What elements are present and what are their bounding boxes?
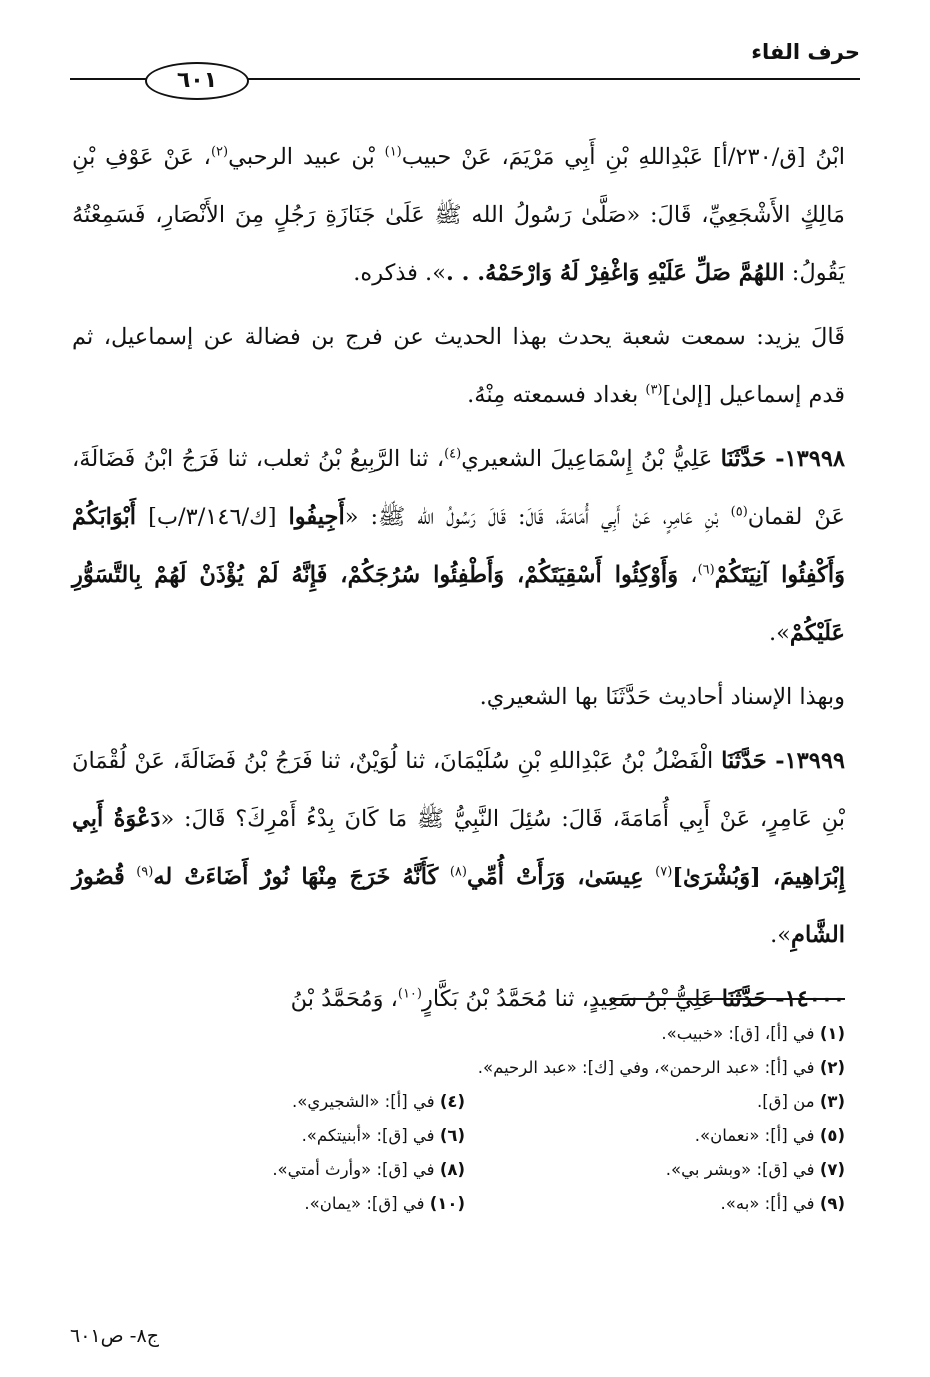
hadith-number: ١٣٩٩٨- — [766, 446, 846, 472]
paragraph — [72, 430, 845, 662]
footnote — [465, 1126, 845, 1145]
footnote — [465, 1092, 845, 1111]
prophetic-text: أَبْوَابَكُمْ وَأَكْفِئُوا آنِيَتَكُمْ — [72, 504, 845, 588]
text-segment — [438, 864, 449, 890]
text-segment: ، — [678, 562, 698, 588]
footnote-reference: (٧) — [655, 864, 673, 880]
text-segment: عَلِيُّ بْنُ إِسْمَاعِيلَ الشعيري — [461, 446, 721, 472]
footnote-reference: (٥) — [730, 504, 748, 520]
footnote — [85, 1126, 465, 1145]
text-segment: بْنِ عَامِرٍ، عَنْ أَبِي أُمَامَةَ، قَالَ: قَالَ رَسُولُ الله ﷺ: « — [344, 504, 731, 530]
footnotes — [100, 1016, 845, 1220]
prophetic-text: عِيسَىٰ، وَرَأَتْ أُمِّي — [466, 864, 644, 890]
footnote-row — [100, 1084, 845, 1118]
footnote — [85, 1160, 465, 1179]
prophetic-text: دَعْوَةُ أَبِي إِبْرَاهِيمَ، [وَبُشْرَىٰ] — [72, 806, 845, 890]
prophetic-text: أَجِيفُوا — [288, 504, 345, 530]
footnote-text: في [ق]: «يمان». — [304, 1193, 425, 1213]
footnote-text: في [ق]: «وبشر بي». — [665, 1159, 815, 1179]
text-segment: ». — [769, 620, 790, 646]
footnote-row — [100, 1016, 845, 1050]
footnote-reference: (٦) — [697, 562, 715, 578]
chapter-title: حرف الفاء — [751, 40, 860, 64]
text-segment: [ك/٣/١٤٦/ب] — [136, 504, 289, 530]
footnote-text: في [أ]، [ق]: «خبيب». — [661, 1023, 815, 1043]
footnote-number: (٣) — [819, 1091, 845, 1111]
text-segment — [125, 864, 136, 890]
footnote-text: من [ق]. — [757, 1091, 815, 1111]
footnote-text: في [أ]: «الشجيري». — [292, 1091, 435, 1111]
footnote-row — [100, 1118, 845, 1152]
footnote-divider — [613, 998, 845, 1000]
footnote-number: (٥) — [819, 1125, 845, 1145]
text-segment: ابْنُ [ق/٢٣٠/أ] عَبْدِاللهِ بْنِ أَبِي مَرْيَمَ، عَنْ حبيب — [401, 144, 845, 170]
footnote-number: (١٠) — [429, 1193, 465, 1213]
volume-page-reference: ج٨- ص٦٠١ — [70, 1325, 159, 1347]
prophetic-text: وَأَوْكِئُوا أَسْقِيَتَكُمْ، وَأَطْفِئُوا سُرُجَكُمْ، فَإِنَّهُ لَمْ يُؤْذَنْ لَهُمْ بِالتَّسَوُّرِ عَلَيْكُمْ — [72, 562, 845, 646]
footnote — [85, 1194, 465, 1213]
footnote — [100, 1058, 845, 1077]
narration-word: حَدَّثَنَا — [720, 446, 767, 472]
footnote-reference: (١٠) — [397, 986, 422, 1002]
footnote — [465, 1160, 845, 1179]
prophetic-text: كَأَنَّهُ خَرَجَ مِنْهَا نُورٌ أَضَاءَتْ له — [153, 864, 439, 890]
page-number: ٦٠١ — [145, 62, 249, 100]
footnote-reference: (٢) — [210, 144, 229, 160]
text-segment: ، عَنْ عَوْفِ بْنِ مَالِكٍ الأَشْجَعِيِّ، قَالَ: «صَلَّىٰ رَسُولُ الله ﷺ عَلَىٰ جَنَازَةِ رَجُلٍ مِنَ الأَنْصَارِ، فَسَمِعْتُهُ يَقُولُ: — [72, 144, 845, 286]
footnote-row — [100, 1152, 845, 1186]
hadith-number: ١٤٠٠٠- — [767, 986, 845, 1012]
text-segment: وبهذا الإسناد أحاديث حَدَّثَنَا بها الشعيري. — [479, 684, 845, 710]
footnote — [465, 1194, 845, 1213]
prophetic-text: قُصُورُ الشَّامِ — [72, 864, 845, 948]
footnote-reference: (٤) — [444, 446, 462, 462]
footnote-text: في [أ]: «نعمان». — [694, 1125, 815, 1145]
footnote-text: في [أ]: «به». — [720, 1193, 815, 1213]
footnote — [100, 1024, 845, 1043]
footnote-text: في [ق]: «أبنيتكم». — [301, 1125, 435, 1145]
text-segment: ، وَمُحَمَّدُ بْنُ — [290, 986, 398, 1012]
footnote-reference: (٣) — [645, 382, 663, 398]
text-segment: بْن عبيد الرحبي — [228, 144, 385, 170]
paragraph — [72, 732, 845, 964]
narration-word: حَدَّثَنَا — [721, 748, 767, 774]
paragraph — [72, 308, 845, 424]
text-segment: قَالَ يزيد: سمعت شعبة يحدث بهذا الحديث عن فرج بن فضالة عن إسماعيل، ثم قدم إسماعيل [إلىٰ] — [72, 324, 845, 408]
footnote-number: (٨) — [439, 1159, 465, 1179]
text-segment: عَلِيُّ بْنُ سَعِيدٍ، ثنا مُحَمَّدُ بْنُ بَكَّارٍ — [421, 986, 722, 1012]
footnote-number: (٦) — [439, 1125, 465, 1145]
footnote-number: (٢) — [819, 1057, 845, 1077]
footnote-reference: (١) — [384, 144, 402, 160]
paragraph — [72, 668, 845, 726]
page-header — [70, 38, 860, 108]
footnote-text: في [أ]: «عبد الرحمن»، وفي [ك]: «عبد الرحيم». — [477, 1057, 815, 1077]
footnote-reference: (٨) — [449, 864, 467, 880]
footnote-number: (٧) — [819, 1159, 845, 1179]
footnote-row — [100, 1050, 845, 1084]
footnote-text: في [ق]: «وأرث أمتي». — [272, 1159, 435, 1179]
footnote-row — [100, 1186, 845, 1220]
hadith-number: ١٣٩٩٩- — [766, 748, 845, 774]
text-segment: بغداد فسمعته مِنْهُ. — [467, 382, 646, 408]
footnote-number: (٤) — [439, 1091, 465, 1111]
text-segment: ». — [770, 922, 792, 948]
paragraph — [72, 128, 845, 302]
footnote-reference: (٩) — [136, 864, 154, 880]
narration-word: حَدَّثَنَا — [721, 986, 768, 1012]
main-text — [72, 128, 845, 1034]
footnote — [85, 1092, 465, 1111]
footnote-number: (٩) — [819, 1193, 845, 1213]
footnote-number: (١) — [819, 1023, 845, 1043]
text-segment — [644, 864, 655, 890]
text-segment: ، ثنا الرَّبِيعُ بْنُ ثعلب، ثنا فَرَجُ ابْنُ فَضَالَةَ، عَنْ لقمان — [72, 446, 845, 530]
text-segment: الْفَضْلُ بْنُ عَبْدِاللهِ بْنِ سُلَيْمَانَ، ثنا لُوَيْنٌ، ثنا فَرَجُ بْنُ فَضَالَةَ، عَنْ لُقْمَانَ بْنِ عَامِرٍ، عَنْ أَبِي أُمَامَةَ، قَالَ: سُئِلَ النَّبِيُّ ﷺ مَا كَانَ بِدْءُ أَمْرِكَ؟ قَالَ: « — [72, 748, 845, 832]
prophetic-text: اللهُمَّ صَلِّ عَلَيْهِ وَاغْفِرْ لَهُ وَارْحَمْهُ. . . — [445, 260, 785, 286]
text-segment: ». فذكره. — [353, 260, 446, 286]
